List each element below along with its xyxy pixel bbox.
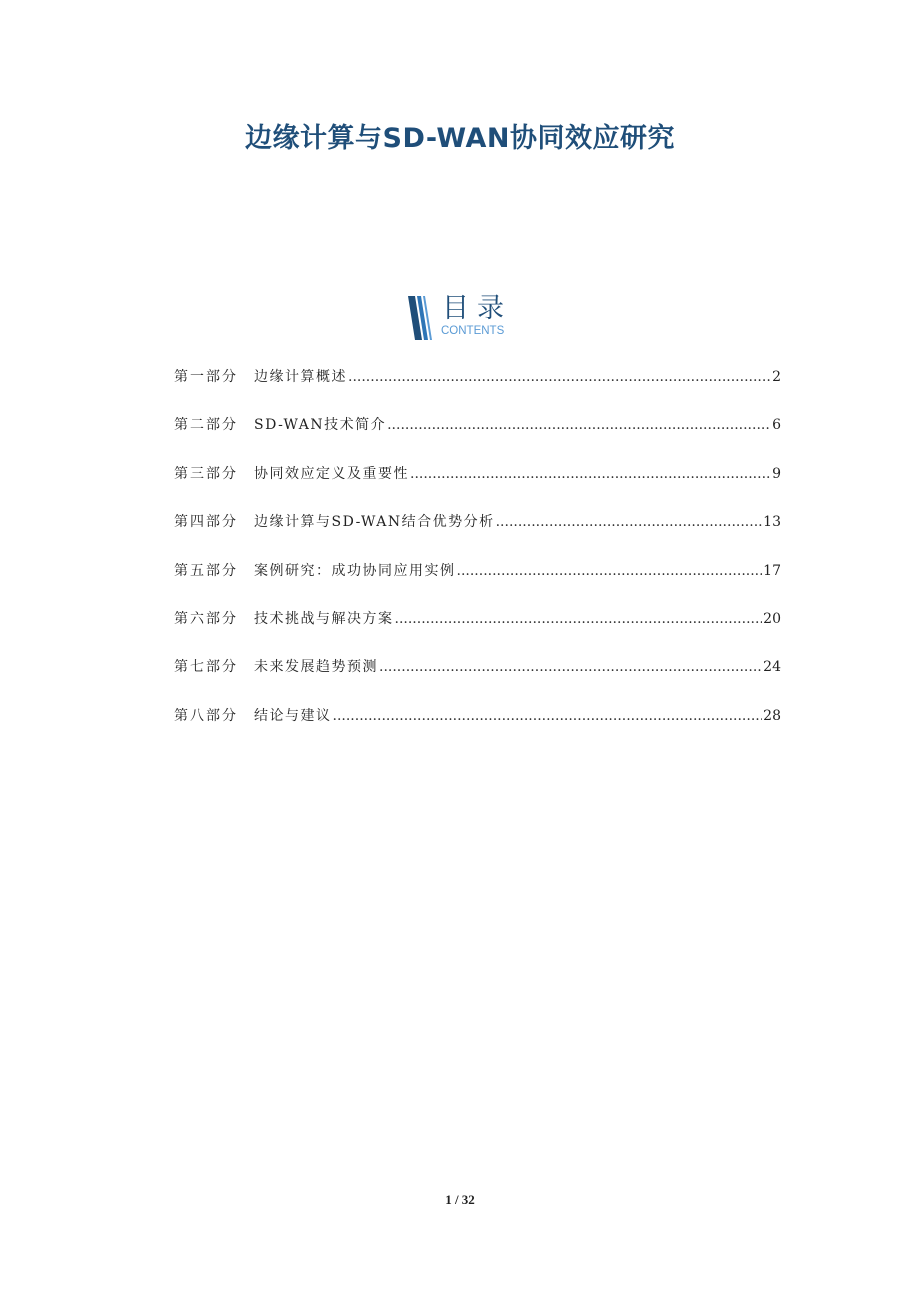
toc-dot-leader <box>410 466 771 482</box>
toc-page-number: 6 <box>772 417 781 434</box>
toc-page-number: 9 <box>772 465 781 482</box>
toc-entry-7[interactable] <box>174 656 781 704</box>
toc-entry-title: 边缘计算与SD-WAN结合优势分析 <box>254 514 495 531</box>
toc-part-label: 第七部分 <box>174 659 238 676</box>
document-title: 边缘计算与SD-WAN协同效应研究 <box>245 123 675 154</box>
toc-entry-5[interactable] <box>174 560 781 608</box>
toc-page-number: 24 <box>763 659 781 676</box>
toc-page-number: 13 <box>763 514 781 531</box>
table-of-contents <box>174 366 781 753</box>
toc-dot-leader <box>333 708 763 724</box>
toc-part-label: 第二部分 <box>174 417 238 434</box>
toc-part-label: 第三部分 <box>174 465 238 482</box>
toc-entry-1[interactable] <box>174 366 781 414</box>
toc-entry-title: 边缘计算概述 <box>254 369 347 385</box>
toc-entry-title: 案例研究：成功协同应用实例 <box>254 562 456 579</box>
toc-page-number: 28 <box>763 707 781 724</box>
toc-header <box>408 294 528 340</box>
toc-entry-title: 技术挑战与解决方案 <box>254 610 394 627</box>
toc-part-label: 第六部分 <box>174 610 238 627</box>
toc-page-number: 17 <box>763 562 781 579</box>
toc-part-label: 第四部分 <box>174 514 238 531</box>
toc-entry-6[interactable] <box>174 608 781 656</box>
toc-part-label: 第八部分 <box>174 707 238 724</box>
toc-dot-leader <box>348 369 771 385</box>
toc-entry-2[interactable] <box>174 414 781 462</box>
toc-dot-leader <box>387 417 771 433</box>
book-stripes-icon <box>408 296 432 340</box>
toc-entry-8[interactable] <box>174 705 781 753</box>
toc-page-number: 20 <box>763 610 781 627</box>
toc-dot-leader <box>379 659 762 675</box>
toc-part-label: 第一部分 <box>174 369 238 385</box>
page-indicator: 1 / 32 <box>445 1192 475 1207</box>
toc-part-label: 第五部分 <box>174 562 238 579</box>
toc-entry-title: SD-WAN技术简介 <box>254 417 387 434</box>
toc-heading: 目录 <box>442 293 512 324</box>
toc-page-number: 2 <box>772 369 781 385</box>
toc-entry-title: 结论与建议 <box>254 707 332 724</box>
toc-subheading: CONTENTS <box>441 325 505 337</box>
toc-entry-4[interactable] <box>174 511 781 559</box>
toc-dot-leader <box>457 563 763 579</box>
toc-dot-leader <box>395 611 763 627</box>
toc-entry-title: 未来发展趋势预测 <box>254 659 378 676</box>
toc-entry-3[interactable] <box>174 463 781 511</box>
toc-dot-leader <box>496 514 763 530</box>
toc-entry-title: 协同效应定义及重要性 <box>254 465 409 482</box>
